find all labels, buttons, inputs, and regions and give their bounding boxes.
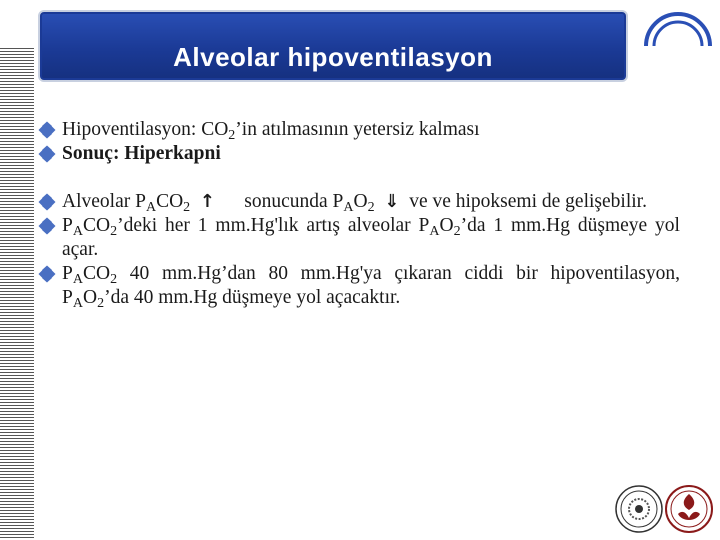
subscript: A [145, 200, 157, 215]
faculty-seal-logo [664, 484, 714, 534]
subscript: A [72, 224, 83, 239]
diamond-bullet-icon [38, 265, 56, 283]
bullet-text: P [62, 263, 73, 284]
diamond-bullet-icon [38, 193, 56, 211]
diamond-bullet-icon [38, 145, 56, 163]
subscript: A [429, 224, 440, 239]
diamond-bullet-icon [38, 217, 56, 235]
bullet-text: CO [156, 191, 184, 212]
slide-title: Alveolar hipoventilasyon [173, 42, 493, 72]
bullet-item [38, 214, 680, 262]
diamond-bullet-icon [38, 121, 56, 139]
bullet-text: O [353, 191, 368, 212]
bullet-text: CO [82, 215, 111, 236]
bullet-text: ’da 40 mm.Hg düşmeye yol açacaktır. [104, 287, 401, 308]
subscript: 2 [97, 296, 105, 311]
bullet-text: ’da 1 mm.Hg düşmeye yol açar. [62, 215, 680, 260]
bullet-text: ve ve hipoksemi de gelişebilir. [409, 191, 647, 212]
subscript: 2 [183, 200, 191, 215]
bullet-text: ’in atılmasının yetersiz kalması [235, 119, 480, 140]
bullet-item [38, 190, 680, 214]
subscript: 2 [453, 224, 461, 239]
university-seal-logo [614, 484, 664, 534]
bullet-item [38, 142, 680, 166]
subscript: 2 [367, 200, 375, 215]
title-bar [38, 10, 628, 82]
spacer [38, 166, 680, 190]
bullet-text: O [439, 215, 454, 236]
arrow-up-icon: ↑ [199, 191, 216, 212]
bullet-text: ’deki her 1 mm.Hg'lık artış alveolar P [117, 215, 430, 236]
bullet-text: Alveolar P [62, 191, 146, 212]
subscript: 2 [110, 224, 118, 239]
subscript: 2 [110, 272, 118, 287]
bullet-text: sonucunda P [244, 191, 344, 212]
bullet-list [38, 118, 680, 310]
bullet-item [38, 118, 680, 142]
bullet-text: P [62, 215, 73, 236]
bullet-text: Hipoventilasyon: CO [62, 119, 229, 140]
bullet-item [38, 262, 680, 310]
arc-decoration-icon [640, 6, 716, 82]
subscript: A [72, 296, 83, 311]
subscript: 2 [228, 128, 236, 143]
left-stripes-decoration [0, 48, 34, 540]
bullet-text: O [82, 287, 98, 308]
subscript: A [72, 272, 83, 287]
arrow-down-icon: ⇓ [384, 191, 400, 212]
bullet-text: CO [82, 263, 111, 284]
subscript: A [343, 200, 354, 215]
bullet-text: 40 mm.Hg’dan 80 mm.Hg'ya çıkaran ciddi bir hipoventilasyon, P [62, 263, 680, 308]
bullet-text: Sonuç: Hiperkapni [62, 143, 221, 164]
